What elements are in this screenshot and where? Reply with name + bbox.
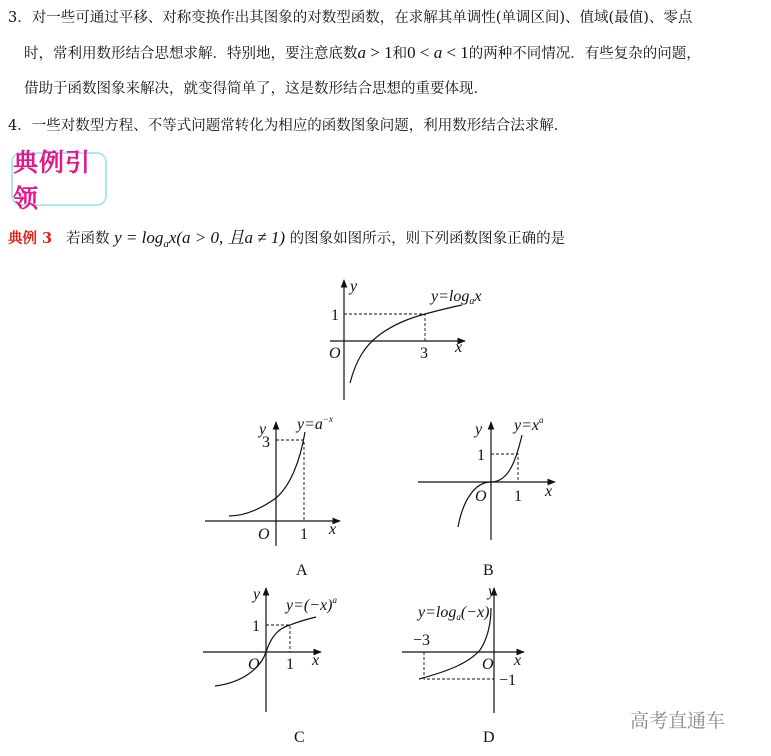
dashed-guide: [491, 454, 518, 482]
y-axis-label: y: [253, 586, 261, 603]
origin-label: O: [248, 656, 260, 673]
math: < 1: [442, 43, 469, 62]
tick-label: 1: [286, 656, 294, 673]
item-3-line-3: 借助于函数图象来解决，就变得简单了，这是数形结合思想的重要体现．: [24, 81, 488, 97]
function-label: $y=(-x)^a$: [286, 595, 337, 614]
section-heading: 典例引领: [13, 148, 92, 213]
curve: [350, 305, 462, 383]
tick-label: 3: [420, 345, 428, 362]
text: 的图象如图所示，则下列函数图象正确的是: [289, 231, 566, 247]
text: 和: [392, 46, 408, 62]
curve: [458, 435, 522, 527]
math: > 1: [366, 43, 393, 62]
x-axis-label: x: [312, 652, 320, 669]
text: 时，常利用数形结合思想求解．特别地，要注意底数: [24, 46, 358, 62]
function-label: $y=x^a$: [514, 415, 544, 434]
math: 0 <: [407, 43, 434, 62]
x-axis-label: x: [514, 652, 522, 669]
text: 的两种不同情况．有些复杂的问题，: [468, 46, 701, 62]
option-b-label: B: [483, 562, 494, 579]
y-axis-label: y: [488, 583, 496, 600]
tick-label: 1: [300, 526, 308, 543]
text: 若函数: [65, 231, 110, 247]
y-axis-label: y: [259, 421, 267, 438]
origin-label: O: [258, 526, 270, 543]
function-label: y=logax: [431, 288, 482, 307]
tick-label: 1: [331, 307, 339, 324]
y-axis-label: y: [475, 421, 483, 438]
function-label: y=loga(−x): [418, 604, 490, 622]
tick-label: 1: [252, 618, 260, 635]
math: a: [163, 237, 169, 250]
tick-label: 1: [477, 447, 485, 464]
dashed-guide: [266, 625, 290, 652]
origin-label: O: [475, 488, 487, 505]
origin-label: O: [329, 345, 341, 362]
watermark: 高考直通车: [630, 710, 726, 732]
example-label: 典例 3: [8, 230, 53, 247]
tick-label: 3: [262, 434, 270, 451]
tick-label: −3: [413, 632, 431, 649]
tick-label: 1: [514, 488, 522, 505]
math: a: [433, 43, 443, 62]
math: a: [357, 43, 366, 62]
item-4: 4．一些对数型方程、不等式问题常转化为相应的函数图象问题，利用数形结合法求解．: [8, 118, 569, 134]
option-d-label: D: [483, 729, 495, 746]
x-axis-label: x: [545, 483, 553, 500]
option-c-label: C: [294, 729, 305, 746]
y-axis-label: y: [350, 278, 358, 295]
math: x(a > 0, 且a ≠ 1): [168, 228, 285, 247]
graph-a: [205, 422, 340, 546]
option-a-label: A: [296, 562, 308, 579]
x-axis-label: x: [329, 521, 337, 538]
origin-label: O: [482, 656, 494, 673]
x-axis-label: x: [455, 339, 463, 356]
graph-b: [418, 422, 555, 540]
math: y = log: [114, 228, 164, 247]
item-3-line-1: 3．对一些可通过平移、对称变换作出其图象的对数型函数，在求解其单调性(单调区间)、值域(最值)、零点: [8, 10, 693, 26]
function-label: $y=a^{-x}$: [297, 414, 333, 433]
tick-label: −1: [499, 672, 517, 689]
